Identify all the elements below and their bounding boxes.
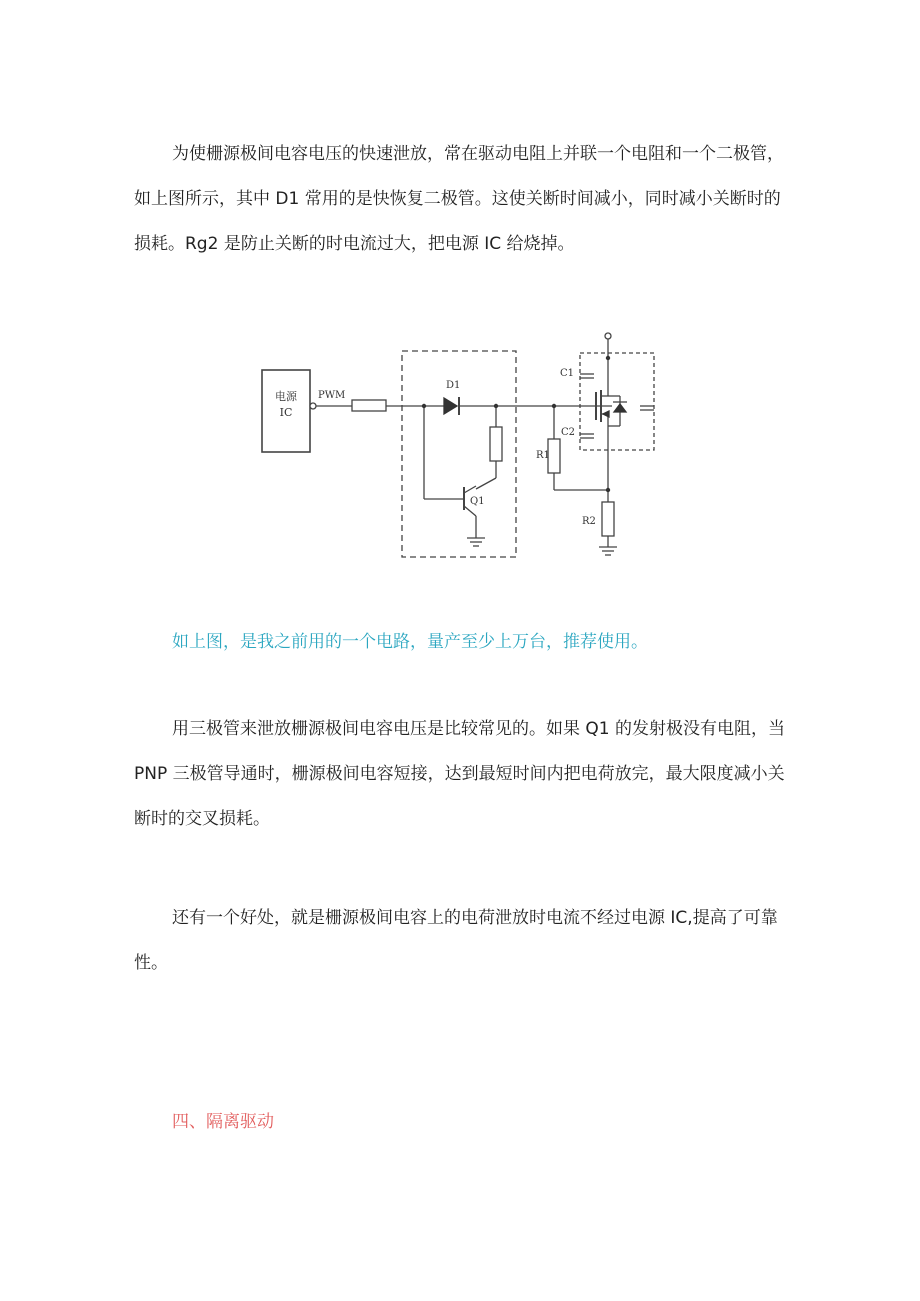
ic-label-line1: 电源 — [275, 390, 297, 403]
paragraph-benefit-text: 还有一个好处，就是栅源极间电容上的电荷泄放时电流不经过电源 IC,提高了可靠性。 — [134, 908, 778, 973]
paragraph-transistor-text: 用三极管来泄放栅源极间电容电压是比较常见的。如果 Q1 的发射极没有电阻，当 PNP 三极管导通时，栅源极间电容短接，达到最短时间内把电荷放完，最大限度减小关断时的交叉损耗。 — [134, 719, 786, 829]
supply-node — [605, 333, 611, 339]
section-heading: 四、隔离驱动 — [172, 1112, 274, 1132]
paragraph-transistor — [134, 707, 794, 842]
r2-resistor — [602, 502, 614, 536]
paragraph-recommendation — [134, 620, 794, 665]
d1-diode — [444, 398, 457, 414]
pwm-node — [310, 403, 316, 409]
discharge-resistor — [490, 427, 502, 461]
q1-label: Q1 — [470, 496, 485, 507]
body-diode — [614, 404, 626, 412]
r1-label: R1 — [536, 450, 550, 461]
c2-label: C2 — [561, 427, 576, 438]
r2-label: R2 — [582, 516, 596, 527]
c1-label: C1 — [560, 368, 575, 379]
pwm-label: PWM — [318, 390, 346, 401]
circuit-diagram — [258, 326, 664, 564]
paragraph-recommendation-text: 如上图，是我之前用的一个电路，量产至少上万台，推荐使用。 — [172, 632, 648, 652]
paragraph-benefit — [134, 896, 794, 986]
gate-resistor — [352, 400, 386, 411]
d1-label: D1 — [446, 380, 461, 391]
ic-label-line2: IC — [279, 406, 293, 419]
paragraph-intro-text: 为使栅源极间电容电压的快速泄放，常在驱动电阻上并联一个电阻和一个二极管，如上图所示，其中 D1 常用的是快恢复二极管。这使关断时间减小，同时减小关断时的损耗。Rg2 是防止关断的时电流过大，把电源 IC 给烧掉。 — [134, 144, 784, 254]
paragraph-intro — [134, 132, 794, 267]
